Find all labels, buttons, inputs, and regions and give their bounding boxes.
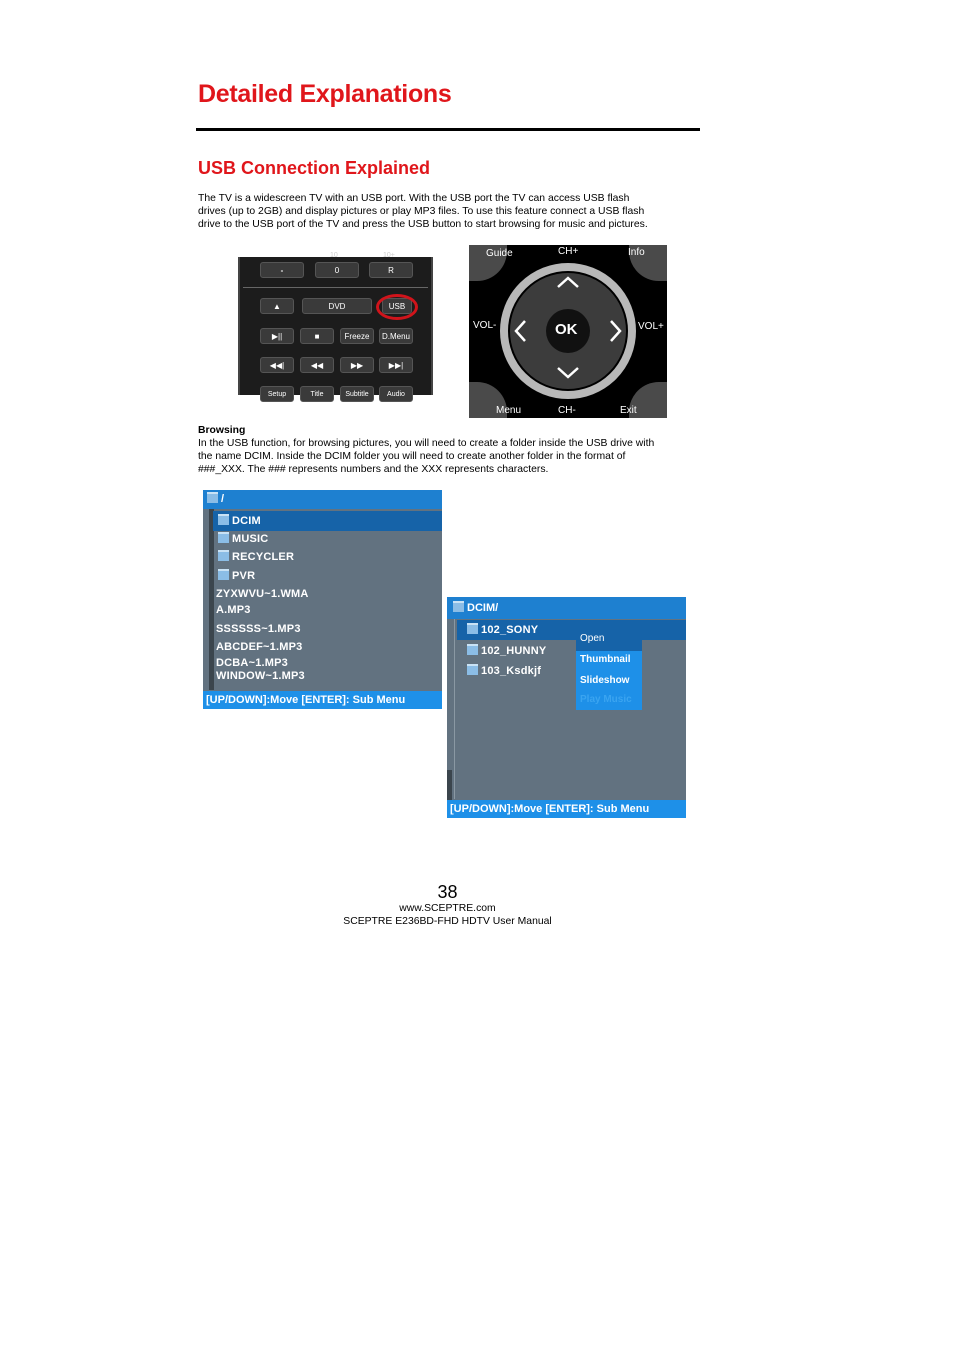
remote-title-button: Title xyxy=(300,386,334,402)
footer-url: www.SCEPTRE.com xyxy=(399,903,496,914)
fast-forward-icon: ▶▶ xyxy=(340,357,374,373)
dpad-image xyxy=(469,245,667,418)
remote-label: 10+ xyxy=(383,252,395,259)
browser-footer-hint: [UP/DOWN]:Move [ENTER]: Sub Menu xyxy=(447,800,686,818)
folder-row-103-ksdkjf: 103_Ksdkjf xyxy=(467,664,541,677)
folder-row-music: MUSIC xyxy=(218,532,268,545)
dpad-chdown-label: CH- xyxy=(558,405,576,416)
usb-root-browser-screenshot xyxy=(203,490,442,709)
dpad-voldown-label: VOL- xyxy=(473,320,497,331)
intro-line: drive to the USB port of the TV and press the USB button to start browsing for music and pictures. xyxy=(198,219,648,230)
file-row: ZYXWVU~1.WMA xyxy=(216,588,309,600)
dpad-volup-label: VOL+ xyxy=(638,321,664,332)
folder-row-102-sony: 102_SONY xyxy=(467,623,538,636)
folder-icon xyxy=(467,623,478,634)
dpad-info-label: Info xyxy=(628,247,645,258)
browsing-section xyxy=(198,424,698,476)
folder-icon xyxy=(218,550,229,561)
folder-icon xyxy=(467,664,478,675)
next-track-icon: ▶▶| xyxy=(379,357,413,373)
heading-rule xyxy=(196,128,700,131)
file-row: DCBA~1.MP3 xyxy=(216,657,288,669)
remote-subtitle-button: Subtitle xyxy=(340,386,374,402)
remote-zero-button: 0 xyxy=(315,262,359,278)
dpad-exit-label: Exit xyxy=(620,405,637,416)
remote-control-image xyxy=(238,252,433,398)
remote-freeze-button: Freeze xyxy=(340,328,374,344)
browsing-title: Browsing xyxy=(198,425,246,436)
browsing-line: ###_XXX. The ### represents numbers and the XXX represents characters. xyxy=(198,464,549,475)
remote-dmenu-button: D.Menu xyxy=(379,328,413,344)
rewind-icon: ◀◀ xyxy=(300,357,334,373)
footer-title: SCEPTRE E236BD-FHD HDTV User Manual xyxy=(343,916,552,927)
remote-divider xyxy=(243,287,428,288)
page-number: 38 xyxy=(437,882,458,902)
remote-label: 10 xyxy=(330,252,338,259)
intro-line: The TV is a widescreen TV with an USB port. With the USB port the TV can access USB flash xyxy=(198,193,630,204)
menu-item-slideshow: Slideshow xyxy=(580,675,630,686)
eject-icon: ▲ xyxy=(260,298,294,314)
dpad-ok-label: OK xyxy=(555,321,578,338)
folder-icon xyxy=(218,569,229,580)
file-row: WINDOW~1.MP3 xyxy=(216,670,305,682)
folder-row-102-hunny: 102_HUNNY xyxy=(467,644,546,657)
usb-highlight-circle xyxy=(376,294,418,320)
browser-scroll-strip xyxy=(209,509,214,690)
menu-item-play-music: Play Music xyxy=(580,694,632,705)
folder-icon xyxy=(467,644,478,655)
remote-audio-button: Audio xyxy=(379,386,413,402)
remote-recall-button: R xyxy=(369,262,413,278)
browsing-line: the name DCIM. Inside the DCIM folder you will need to create another folder in the format of xyxy=(198,451,626,462)
remote-dvd-button: DVD xyxy=(302,298,372,314)
usb-dcim-browser-screenshot xyxy=(447,597,686,818)
folder-icon xyxy=(453,601,464,612)
folder-row-recycler: RECYCLER xyxy=(218,550,294,563)
dpad-menu-label: Menu xyxy=(496,405,522,416)
folder-row-pvr: PVR xyxy=(218,569,255,582)
remote-minus-button: - xyxy=(260,262,304,278)
browser-footer-hint: [UP/DOWN]:Move [ENTER]: Sub Menu xyxy=(203,691,442,709)
folder-icon xyxy=(218,532,229,543)
intro-line: drives (up to 2GB) and display pictures or play MP3 files. To use this feature connect a USB flash xyxy=(198,206,645,217)
file-row: SSSSSS~1.MP3 xyxy=(216,623,301,635)
file-row: ABCDEF~1.MP3 xyxy=(216,641,303,653)
remote-setup-button: Setup xyxy=(260,386,294,402)
stop-icon: ■ xyxy=(300,328,334,344)
page-heading: Detailed Explanations xyxy=(198,80,452,108)
prev-track-icon: ◀◀| xyxy=(260,357,294,373)
play-pause-icon: ▶|| xyxy=(260,328,294,344)
browser-scroll-strip xyxy=(447,770,452,800)
folder-icon xyxy=(207,492,218,503)
browsing-line: In the USB function, for browsing pictures, you will need to create a folder inside the USB drive with xyxy=(198,438,655,449)
menu-item-thumbnail: Thumbnail xyxy=(580,654,631,665)
context-menu xyxy=(576,631,642,710)
folder-row-dcim: DCIM xyxy=(218,514,261,527)
browser-divider xyxy=(454,619,455,799)
dpad-chup-label: CH+ xyxy=(558,246,579,257)
browser-path-bar xyxy=(203,490,442,509)
remote-usb-button: USB xyxy=(382,298,412,314)
intro-paragraph xyxy=(198,192,698,231)
file-row: A.MP3 xyxy=(216,604,251,616)
dpad-guide-label: Guide xyxy=(486,248,513,259)
browser-path: / xyxy=(221,493,225,505)
browser-path-bar xyxy=(447,597,686,619)
browser-path: DCIM/ xyxy=(467,602,499,614)
folder-icon xyxy=(218,514,229,525)
menu-item-open: Open xyxy=(580,633,605,644)
section-title: USB Connection Explained xyxy=(198,158,431,178)
